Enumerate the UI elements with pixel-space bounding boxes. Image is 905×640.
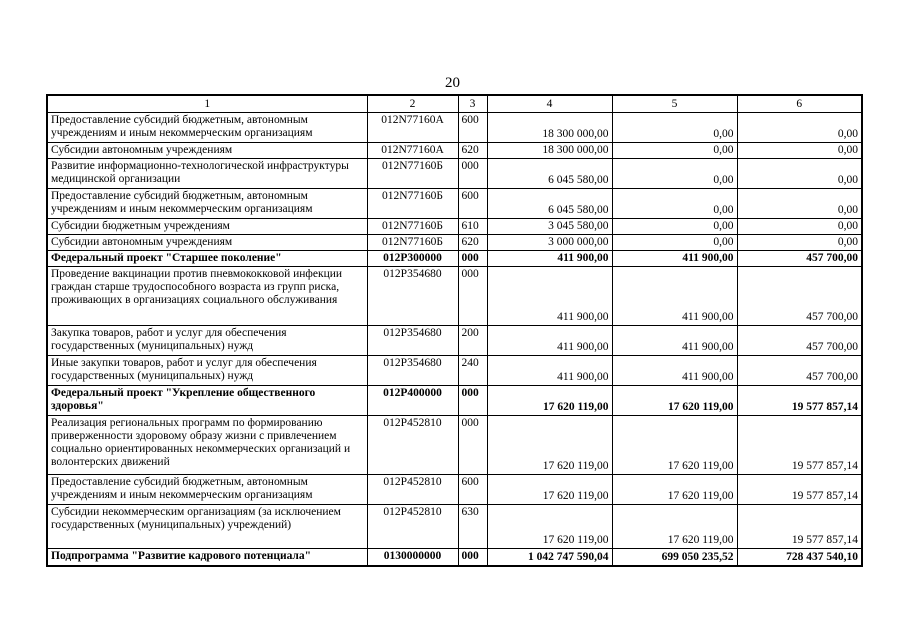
row-code-cell: 012P300000 [367, 251, 458, 267]
row-code-cell: 012N77160А [367, 143, 458, 159]
row-value-1-cell: 17 620 119,00 [487, 416, 612, 475]
table-row [47, 326, 862, 356]
row-value-2-cell: 17 620 119,00 [612, 505, 737, 549]
row-value-2-cell: 411 900,00 [612, 267, 737, 326]
row-name-cell: Субсидии автономным учреждениям [47, 235, 367, 251]
row-code-cell: 0130000000 [367, 549, 458, 566]
row-expense-type-cell: 620 [458, 235, 487, 251]
row-code-cell: 012P452810 [367, 416, 458, 475]
row-value-2-cell: 17 620 119,00 [612, 386, 737, 416]
row-expense-type-cell: 000 [458, 159, 487, 189]
row-value-3-cell: 457 700,00 [737, 267, 862, 326]
row-expense-type-cell: 610 [458, 219, 487, 235]
row-value-3-cell: 19 577 857,14 [737, 475, 862, 505]
row-value-3-cell: 728 437 540,10 [737, 549, 862, 566]
row-value-2-cell: 0,00 [612, 189, 737, 219]
header-cell: 1 [47, 95, 367, 113]
row-value-2-cell: 0,00 [612, 143, 737, 159]
row-value-3-cell: 0,00 [737, 143, 862, 159]
row-value-3-cell: 19 577 857,14 [737, 386, 862, 416]
row-name-cell: Субсидии бюджетным учреждениям [47, 219, 367, 235]
row-value-3-cell: 0,00 [737, 113, 862, 143]
table-row [47, 235, 862, 251]
table-header-row [47, 95, 862, 113]
page-number: 20 [445, 75, 460, 91]
header-cell: 2 [367, 95, 458, 113]
table-row [47, 251, 862, 267]
row-name-cell: Субсидии некоммерческим организациям (за исключением государственных (муниципальных) учреждений) [47, 505, 367, 549]
header-cell: 3 [458, 95, 487, 113]
row-value-3-cell: 19 577 857,14 [737, 505, 862, 549]
table-row [47, 475, 862, 505]
row-value-2-cell: 17 620 119,00 [612, 475, 737, 505]
table-row [47, 549, 862, 566]
row-value-3-cell: 0,00 [737, 159, 862, 189]
row-name-cell: Развитие информационно-технологической инфраструктуры медицинской организации [47, 159, 367, 189]
row-name-cell: Субсидии автономным учреждениям [47, 143, 367, 159]
row-value-2-cell: 411 900,00 [612, 251, 737, 267]
row-value-1-cell: 1 042 747 590,04 [487, 549, 612, 566]
row-value-2-cell: 0,00 [612, 159, 737, 189]
row-value-3-cell: 457 700,00 [737, 356, 862, 386]
row-value-1-cell: 17 620 119,00 [487, 386, 612, 416]
row-code-cell: 012N77160А [367, 113, 458, 143]
row-name-cell: Федеральный проект "Укрепление общественного здоровья" [47, 386, 367, 416]
row-name-cell: Предоставление субсидий бюджетным, автономным учреждениям и иным некоммерческим организациям [47, 189, 367, 219]
row-value-1-cell: 17 620 119,00 [487, 475, 612, 505]
row-value-2-cell: 411 900,00 [612, 326, 737, 356]
table-row [47, 386, 862, 416]
row-value-2-cell: 0,00 [612, 113, 737, 143]
row-code-cell: 012P452810 [367, 505, 458, 549]
row-value-2-cell: 699 050 235,52 [612, 549, 737, 566]
table-row [47, 219, 862, 235]
row-expense-type-cell: 000 [458, 386, 487, 416]
row-code-cell: 012P354680 [367, 267, 458, 326]
row-name-cell: Предоставление субсидий бюджетным, автономным учреждениям и иным некоммерческим организациям [47, 475, 367, 505]
table-row [47, 113, 862, 143]
row-value-2-cell: 0,00 [612, 219, 737, 235]
row-code-cell: 012P400000 [367, 386, 458, 416]
budget-table [46, 94, 863, 567]
table-row [47, 143, 862, 159]
row-value-1-cell: 6 045 580,00 [487, 189, 612, 219]
row-expense-type-cell: 000 [458, 267, 487, 326]
row-code-cell: 012P354680 [367, 326, 458, 356]
row-value-2-cell: 17 620 119,00 [612, 416, 737, 475]
row-expense-type-cell: 000 [458, 251, 487, 267]
row-name-cell: Федеральный проект "Старшее поколение" [47, 251, 367, 267]
table-row [47, 356, 862, 386]
row-value-1-cell: 3 000 000,00 [487, 235, 612, 251]
row-code-cell: 012N77160Б [367, 159, 458, 189]
table-row [47, 159, 862, 189]
row-value-3-cell: 0,00 [737, 189, 862, 219]
row-value-1-cell: 3 045 580,00 [487, 219, 612, 235]
row-name-cell: Реализация региональных программ по формированию приверженности здоровому образу жизни с привлечением социально ориентированных некоммерческих организаций и волонтерских движений [47, 416, 367, 475]
row-code-cell: 012N77160Б [367, 189, 458, 219]
row-value-1-cell: 17 620 119,00 [487, 505, 612, 549]
row-name-cell: Иные закупки товаров, работ и услуг для обеспечения государственных (муниципальных) нужд [47, 356, 367, 386]
row-value-3-cell: 457 700,00 [737, 251, 862, 267]
row-value-2-cell: 411 900,00 [612, 356, 737, 386]
row-expense-type-cell: 000 [458, 549, 487, 566]
row-expense-type-cell: 630 [458, 505, 487, 549]
table-row [47, 189, 862, 219]
row-value-3-cell: 457 700,00 [737, 326, 862, 356]
header-cell: 6 [737, 95, 862, 113]
row-name-cell: Предоставление субсидий бюджетным, автономным учреждениям и иным некоммерческим организациям [47, 113, 367, 143]
table-row [47, 267, 862, 326]
table-row [47, 416, 862, 475]
row-value-1-cell: 411 900,00 [487, 326, 612, 356]
row-code-cell: 012N77160Б [367, 235, 458, 251]
row-value-1-cell: 411 900,00 [487, 356, 612, 386]
row-value-3-cell: 0,00 [737, 219, 862, 235]
table-row [47, 505, 862, 549]
row-name-cell: Закупка товаров, работ и услуг для обеспечения государственных (муниципальных) нужд [47, 326, 367, 356]
row-value-3-cell: 0,00 [737, 235, 862, 251]
row-name-cell: Подпрограмма "Развитие кадрового потенциала" [47, 549, 367, 566]
row-code-cell: 012P452810 [367, 475, 458, 505]
row-value-1-cell: 6 045 580,00 [487, 159, 612, 189]
row-expense-type-cell: 000 [458, 416, 487, 475]
row-code-cell: 012N77160Б [367, 219, 458, 235]
row-expense-type-cell: 240 [458, 356, 487, 386]
header-cell: 5 [612, 95, 737, 113]
row-value-3-cell: 19 577 857,14 [737, 416, 862, 475]
row-value-2-cell: 0,00 [612, 235, 737, 251]
row-value-1-cell: 411 900,00 [487, 267, 612, 326]
row-value-1-cell: 411 900,00 [487, 251, 612, 267]
row-expense-type-cell: 600 [458, 113, 487, 143]
header-cell: 4 [487, 95, 612, 113]
row-value-1-cell: 18 300 000,00 [487, 143, 612, 159]
row-expense-type-cell: 600 [458, 189, 487, 219]
row-expense-type-cell: 200 [458, 326, 487, 356]
row-name-cell: Проведение вакцинации против пневмококковой инфекции граждан старше трудоспособного возраста из групп риска, проживающих в организациях социального обслуживания [47, 267, 367, 326]
row-value-1-cell: 18 300 000,00 [487, 113, 612, 143]
row-expense-type-cell: 600 [458, 475, 487, 505]
row-code-cell: 012P354680 [367, 356, 458, 386]
row-expense-type-cell: 620 [458, 143, 487, 159]
